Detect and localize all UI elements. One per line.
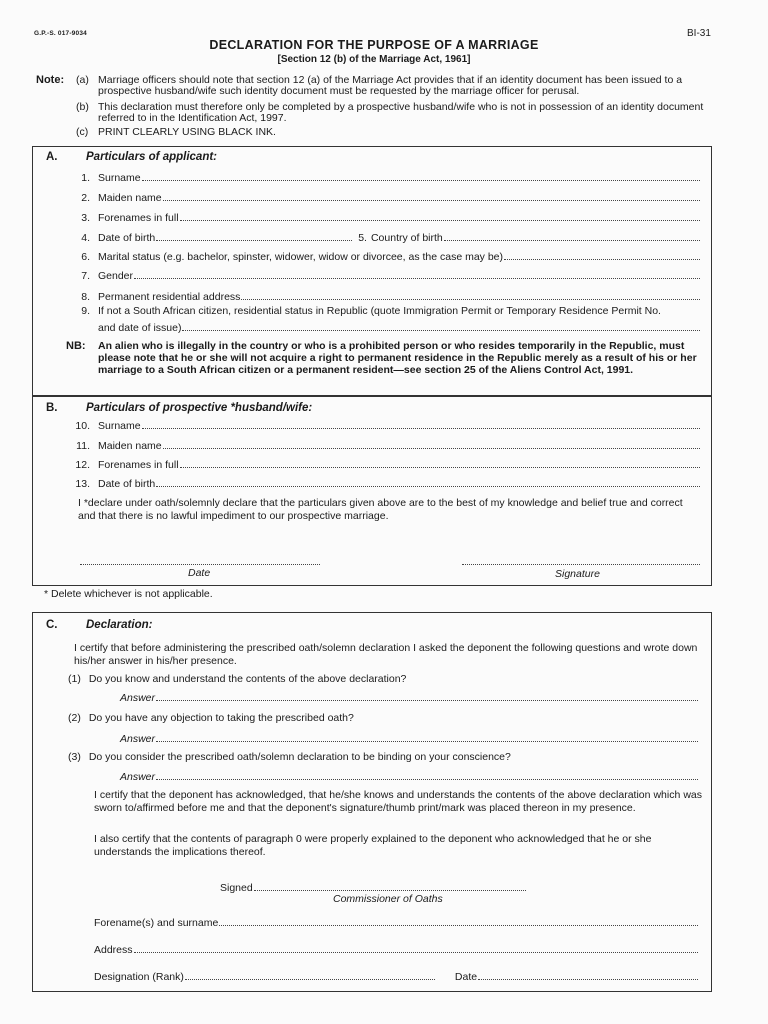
note-b-key: (b)	[76, 101, 89, 113]
field-label: Gender	[98, 270, 134, 282]
question-1	[68, 673, 700, 685]
certify-acknowledged: I certify that the deponent has acknowledged, that he/she knows and understands the contents of the above declaration which was sworn to/affirmed before me and that the deponent's signature/thumb print/mark was placed thereon in my presence.	[94, 789, 702, 814]
field-number: 3.	[81, 212, 90, 224]
fill-line[interactable]	[156, 699, 698, 701]
form-number: BI-31	[687, 28, 711, 39]
field-forenames[interactable]	[68, 212, 700, 224]
page-title: DECLARATION FOR THE PURPOSE OF A MARRIAGE	[209, 38, 539, 52]
field-number: 12.	[75, 459, 90, 471]
fill-line[interactable]	[182, 329, 700, 331]
section-c-title: Declaration:	[86, 619, 153, 631]
note-a-key: (a)	[76, 74, 89, 86]
question-text: Do you know and understand the contents of the above declaration?	[88, 673, 407, 685]
question-text: Do you have any objection to taking the prescribed oath?	[88, 712, 354, 724]
fill-line[interactable]	[219, 924, 698, 926]
nb-label: NB:	[66, 340, 86, 352]
field-label: Forenames in full	[98, 212, 179, 224]
certify-explained: I also certify that the contents of paragraph 0 were properly explained to the deponent who acknowledged that he or she understands the implications thereof.	[94, 833, 652, 858]
question-2	[68, 712, 700, 724]
field-number: 5.	[358, 232, 367, 244]
note-b-text: This declaration must therefore only be completed by a prospective husband/wife who is not in possession of an identity document referred to in the Identification Act, 1997.	[98, 101, 704, 124]
fill-line[interactable]	[478, 978, 698, 980]
date-line[interactable]	[80, 563, 320, 565]
answer-label: Answer	[120, 692, 156, 704]
field-label: If not a South African citizen, residential status in Republic (quote Immigration Permit or Temporary Residence Permit No.	[98, 305, 661, 317]
field-label: and date of issue)	[98, 322, 182, 334]
forename-surname-field[interactable]	[94, 917, 698, 929]
field-marital-status[interactable]	[68, 251, 700, 263]
field-gender[interactable]	[68, 270, 700, 282]
field-label: Surname	[98, 420, 141, 432]
designation-date-field[interactable]	[94, 971, 698, 983]
note-c-key: (c)	[76, 126, 89, 138]
field-date-of-issue[interactable]	[68, 322, 700, 334]
designation-label: Designation (Rank)	[94, 971, 184, 983]
field-number: 8.	[81, 291, 90, 303]
question-number: (1)	[68, 673, 81, 685]
fill-line[interactable]	[142, 427, 700, 429]
question-number: (2)	[68, 712, 81, 724]
field-label: Forenames in full	[98, 459, 179, 471]
note-b	[76, 102, 716, 124]
note-a	[76, 75, 716, 97]
fill-line[interactable]	[156, 485, 700, 487]
field-number: 4.	[81, 232, 90, 244]
page-subtitle: [Section 12 (b) of the Marriage Act, 1961]	[277, 54, 471, 65]
note-a-text: Marriage officers should note that section 12 (a) of the Marriage Act provides that if an identity document has been issued to a prospective husband/wife such identity document must be requested by the marriage officer for perusal.	[98, 74, 683, 97]
fill-line[interactable]	[142, 179, 700, 181]
field-number: 9.	[81, 305, 90, 317]
address-field[interactable]	[94, 944, 698, 956]
nb-text: An alien who is illegally in the country or who is a prohibited person or who resides temporarily in the Republic, must please note that he or she will not acquire a right to permanent residence in the Republic merely as a result of his or her marriage to a South African citizen or a permanent resident—see section 25 of the Aliens Control Act, 1991.	[98, 340, 697, 376]
section-a-num: A.	[46, 151, 58, 163]
answer-2[interactable]	[120, 733, 698, 745]
fill-line[interactable]	[180, 219, 700, 221]
field-number: 7.	[81, 270, 90, 282]
answer-3[interactable]	[120, 771, 698, 783]
footnote: * Delete whichever is not applicable.	[44, 588, 213, 600]
field-maiden-name[interactable]	[68, 192, 700, 204]
date-caption: Date	[188, 567, 211, 579]
address-label: Address	[94, 944, 133, 956]
field-spouse-dob[interactable]	[68, 478, 700, 490]
fill-line[interactable]	[504, 258, 700, 260]
field-number: 1.	[81, 172, 90, 184]
fill-line[interactable]	[163, 447, 700, 449]
field-address[interactable]	[68, 291, 700, 303]
field-label: Maiden name	[98, 440, 162, 452]
fill-line[interactable]	[134, 277, 700, 279]
fill-line[interactable]	[134, 951, 698, 953]
certify-intro: I certify that before administering the prescribed oath/solemn declaration I asked the deponent the following questions and wrote down his/her answer in his/her presence.	[74, 642, 698, 667]
question-number: (3)	[68, 751, 81, 763]
field-label: Marital status (e.g. bachelor, spinster, widower, widow or divorcee, as the case may be)	[98, 251, 504, 263]
field-spouse-surname[interactable]	[68, 420, 700, 432]
commissioner-caption: Commissioner of Oaths	[333, 893, 443, 905]
section-b-num: B.	[46, 402, 58, 414]
section-a-title: Particulars of applicant:	[86, 151, 218, 163]
fill-line[interactable]	[254, 889, 526, 891]
field-residential-status	[68, 305, 704, 317]
signed-label: Signed	[220, 882, 253, 894]
fill-line[interactable]	[185, 978, 435, 980]
oath-text: I *declare under oath/solemnly declare that the particulars given above are to the best of my knowledge and belief true and correct and that there is no lawful impediment to our prospective marriage.	[78, 497, 683, 522]
field-label: Surname	[98, 172, 141, 184]
note-c-text: PRINT CLEARLY USING BLACK INK.	[98, 126, 276, 138]
answer-label: Answer	[120, 771, 156, 783]
signature-caption: Signature	[555, 568, 600, 580]
field-number: 10.	[75, 420, 90, 432]
field-number: 11.	[76, 440, 90, 452]
fill-line[interactable]	[156, 239, 352, 241]
question-3	[68, 751, 700, 763]
fill-line[interactable]	[241, 298, 700, 300]
question-text: Do you consider the prescribed oath/solemn declaration to be binding on your conscience?	[88, 751, 511, 763]
signature-line[interactable]	[462, 563, 700, 565]
field-spouse-forenames[interactable]	[68, 459, 700, 471]
note-label: Note:	[36, 74, 65, 86]
field-label: Date of birth	[98, 478, 156, 490]
field-label: Maiden name	[98, 192, 162, 204]
fill-line[interactable]	[156, 740, 698, 742]
answer-1[interactable]	[120, 692, 698, 704]
form-code: G.P.-S. 017-9034	[34, 30, 87, 37]
date-label: Date	[454, 971, 478, 983]
forename-label: Forename(s) and surname	[94, 917, 219, 929]
field-label: Date of birth	[98, 232, 156, 244]
note-c	[76, 127, 716, 138]
field-number: 13.	[75, 478, 90, 490]
field-label: Permanent residential address	[98, 291, 241, 303]
section-c-num: C.	[46, 619, 58, 631]
fill-line[interactable]	[156, 778, 698, 780]
answer-label: Answer	[120, 733, 156, 745]
field-number: 6.	[81, 251, 90, 263]
field-number: 2.	[81, 192, 90, 204]
field-surname[interactable]	[68, 172, 700, 184]
field-date-country-of-birth[interactable]	[68, 232, 700, 244]
field-label: Country of birth	[370, 232, 443, 244]
section-b-title: Particulars of prospective *husband/wife:	[86, 402, 313, 414]
fill-line[interactable]	[163, 199, 700, 201]
field-spouse-maiden-name[interactable]	[68, 440, 700, 452]
fill-line[interactable]	[444, 239, 700, 241]
fill-line[interactable]	[180, 466, 700, 468]
